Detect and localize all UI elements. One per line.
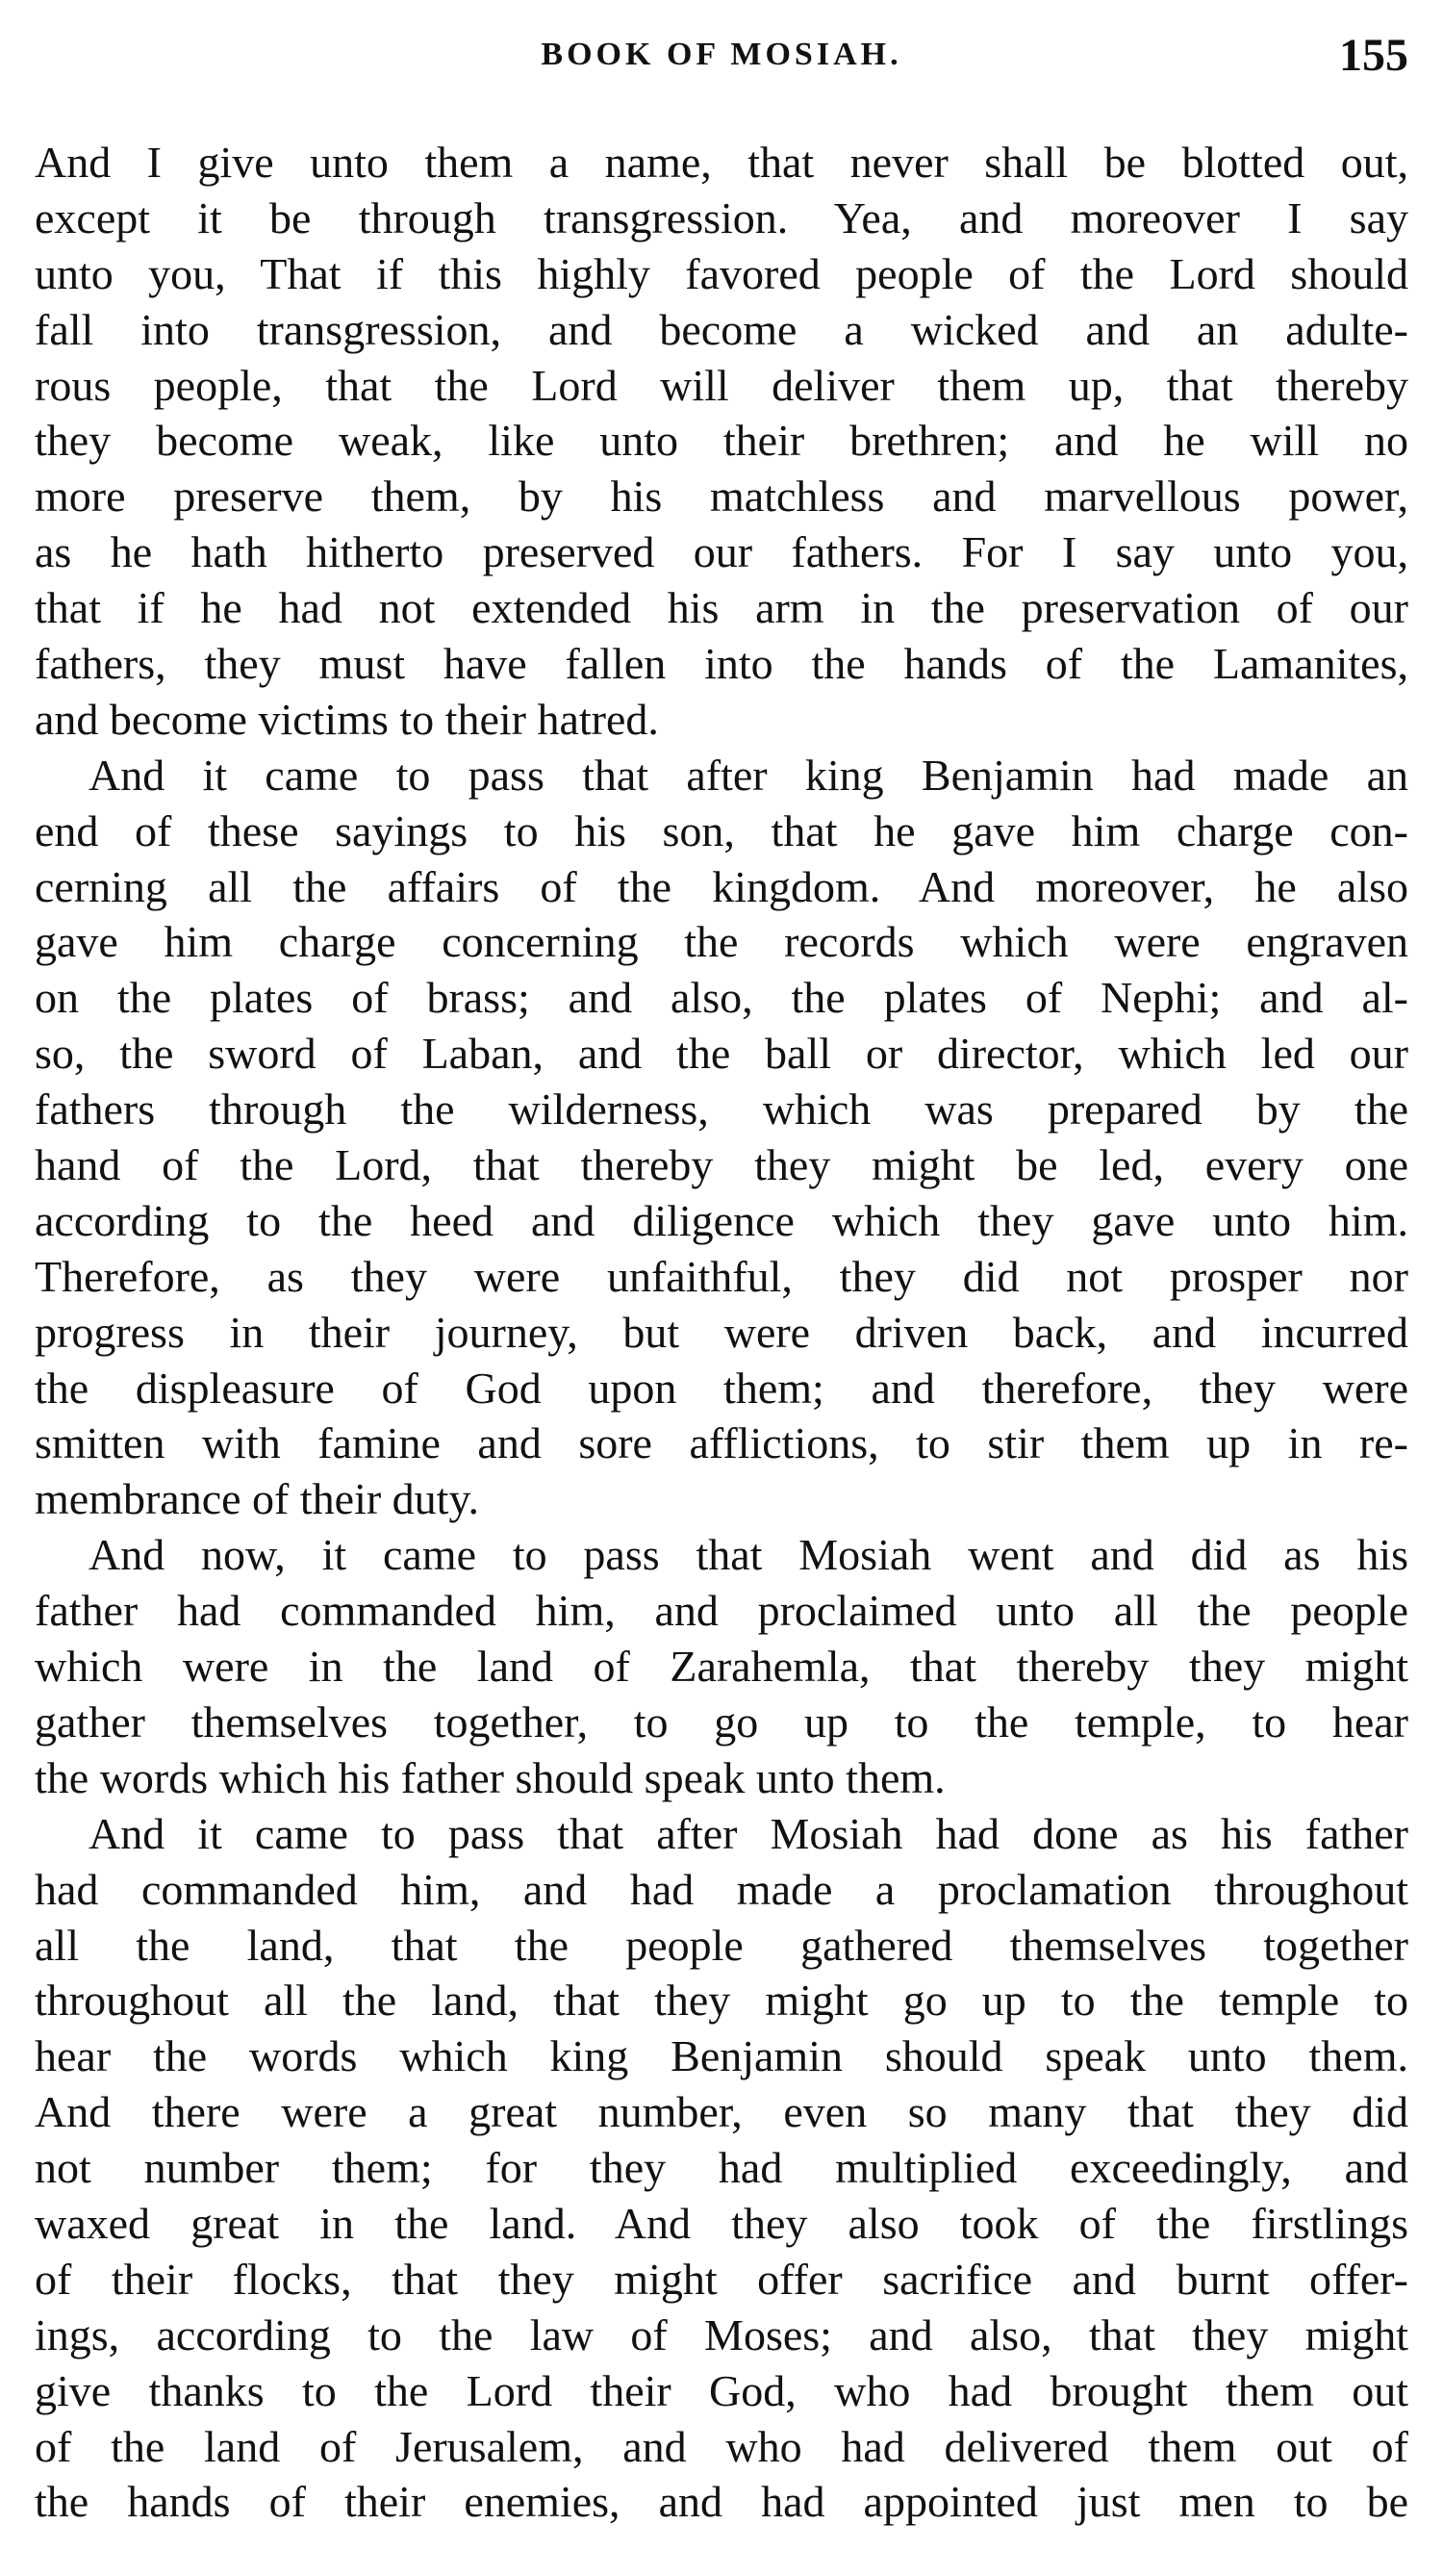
- text-line: unto you, That if this highly favored people of the Lord should: [35, 248, 1408, 298]
- text-line: throughout all the land, that they might go up to the temple to: [35, 1976, 1408, 2026]
- text-line: except it be through transgression. Yea, and moreover I say: [35, 192, 1408, 242]
- paragraph-end-line: the words which his father should speak unto them.: [35, 1752, 946, 1802]
- paragraph-start-line: And now, it came to pass that Mosiah went and did as his: [89, 1530, 1408, 1580]
- text-line: which were in the land of Zarahemla, that thereby they might: [35, 1642, 1408, 1692]
- text-line: the hands of their enemies, and had appointed just men to be: [35, 2477, 1408, 2527]
- text-line: father had commanded him, and proclaimed unto all the people: [35, 1586, 1408, 1636]
- text-line: of their flocks, that they might offer sacrifice and burnt offer-: [35, 2254, 1408, 2304]
- text-line: And there were a great number, even so many that they did: [35, 2087, 1408, 2137]
- text-line: And I give unto them a name, that never shall be blotted out,: [35, 138, 1408, 187]
- text-line: according to the heed and diligence which they gave unto him.: [35, 1195, 1408, 1245]
- text-line: of the land of Jerusalem, and who had delivered them out of: [35, 2421, 1408, 2471]
- paragraph-start-line: And it came to pass that after king Benjamin had made an: [89, 750, 1408, 800]
- text-line: progress in their journey, but were driven back, and incurred: [35, 1307, 1408, 1357]
- running-title: BOOK OF MOSIAH.: [541, 37, 902, 72]
- text-line: they become weak, like unto their brethren; and he will no: [35, 416, 1408, 466]
- paragraph-end-line: and become victims to their hatred.: [35, 694, 659, 744]
- text-line: rous people, that the Lord will deliver them up, that thereby: [35, 360, 1408, 410]
- text-line: all the land, that the people gathered themselves together: [35, 1920, 1408, 1970]
- paragraph-start-line: And it came to pass that after Mosiah had done as his father: [89, 1808, 1408, 1858]
- text-line: gave him charge concerning the records which were engraven: [35, 917, 1408, 967]
- text-line: the displeasure of God upon them; and therefore, they were: [35, 1363, 1408, 1413]
- text-line: so, the sword of Laban, and the ball or director, which led our: [35, 1029, 1408, 1079]
- text-line: fathers, they must have fallen into the hands of the Lamanites,: [35, 639, 1408, 689]
- text-line: as he hath hitherto preserved our fathers. For I say unto you,: [35, 527, 1408, 577]
- text-line: had commanded him, and had made a proclamation throughout: [35, 1864, 1408, 1914]
- text-line: on the plates of brass; and also, the plates of Nephi; and al-: [35, 973, 1408, 1023]
- running-head: [35, 29, 1408, 87]
- text-line: ings, according to the law of Moses; and also, that they might: [35, 2309, 1408, 2359]
- paragraph-end-line: membrance of their duty.: [35, 1474, 479, 1524]
- text-line: cerning all the affairs of the kingdom. And moreover, he also: [35, 861, 1408, 911]
- text-line: fathers through the wilderness, which was prepared by the: [35, 1084, 1408, 1135]
- text-line: end of these sayings to his son, that he gave him charge con-: [35, 805, 1408, 855]
- body-text: [35, 135, 1408, 2530]
- text-line: hand of the Lord, that thereby they might be led, every one: [35, 1140, 1408, 1190]
- text-line: not number them; for they had multiplied exceedingly, and: [35, 2143, 1408, 2193]
- text-line: smitten with famine and sore afflictions, to stir them up in re-: [35, 1418, 1408, 1468]
- text-line: give thanks to the Lord their God, who had brought them out: [35, 2365, 1408, 2415]
- text-line: gather themselves together, to go up to the temple, to hear: [35, 1696, 1408, 1747]
- text-line: waxed great in the land. And they also took of the firstlings: [35, 2198, 1408, 2248]
- text-line: hear the words which king Benjamin should speak unto them.: [35, 2031, 1408, 2081]
- text-line: Therefore, as they were unfaithful, they did not prosper nor: [35, 1251, 1408, 1301]
- text-line: that if he had not extended his arm in the preservation of our: [35, 583, 1408, 633]
- text-line: more preserve them, by his matchless and marvellous power,: [35, 472, 1408, 522]
- page-number: 155: [1339, 30, 1408, 81]
- text-line: fall into transgression, and become a wicked and an adulte-: [35, 304, 1408, 354]
